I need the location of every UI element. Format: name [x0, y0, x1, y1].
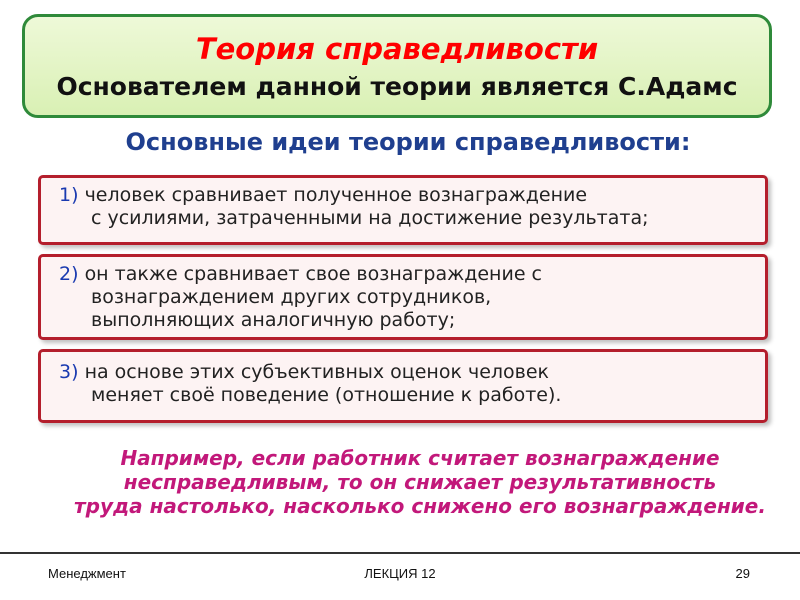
idea-line [59, 263, 753, 286]
footer-course: Менеджмент [48, 566, 126, 581]
footer-lecture: ЛЕКЦИЯ 12 [364, 566, 436, 581]
idea-line: выполняющих аналогичную работу; [91, 309, 456, 331]
example-line: Например, если работник считает вознаграждение [120, 446, 720, 470]
footer-page-number: 29 [735, 566, 750, 581]
idea-line: с усилиями, затраченными на достижение результата; [91, 207, 649, 229]
example-text [20, 446, 800, 518]
slide-title: Теория справедливости [195, 32, 599, 66]
idea-number: 1) [59, 184, 79, 206]
slide-subtitle: Основателем данной теории является С.Адамс [56, 72, 738, 101]
example-line: несправедливым, то он снижает результативность [123, 470, 717, 494]
idea-text: он также сравнивает свое вознаграждение с [84, 263, 543, 285]
idea-text: на основе этих субъективных оценок человек [84, 361, 550, 383]
ideas-heading: Основные идеи теории справедливости: [125, 128, 691, 156]
title-box [22, 14, 772, 118]
footer-divider [0, 552, 800, 554]
idea-number: 2) [59, 263, 79, 285]
idea-line [59, 184, 753, 207]
idea-box-1 [38, 175, 768, 245]
idea-line [59, 361, 753, 384]
example-line: труда настолько, насколько снижено его вознаграждение. [74, 494, 766, 518]
idea-box-3 [38, 349, 768, 423]
idea-box-2 [38, 254, 768, 340]
idea-number: 3) [59, 361, 79, 383]
idea-line: меняет своё поведение (отношение к работе). [91, 384, 562, 406]
idea-text: человек сравнивает полученное вознаграждение [84, 184, 588, 206]
idea-line: вознаграждением других сотрудников, [91, 286, 492, 308]
